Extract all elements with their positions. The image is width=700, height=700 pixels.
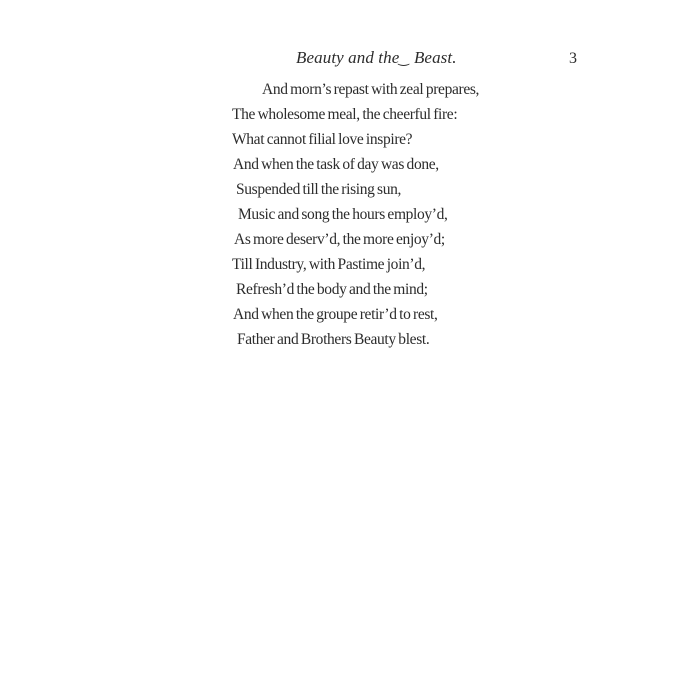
poem-line: Refresh’d the body and the mind;: [236, 281, 428, 298]
poem-line: Till Industry, with Pastime join’d,: [232, 256, 426, 273]
running-title-trailing: Beast.: [413, 48, 457, 67]
poem-line: As more deserv’d, the more enjoy’d;: [234, 231, 445, 248]
poem-line: Suspended till the rising sun,: [236, 181, 402, 198]
poem-line: Father and Brothers Beauty blest.: [237, 331, 430, 348]
running-title-leading: Beauty and the: [296, 48, 400, 67]
poem-line: And morn’s repast with zeal prepares,: [262, 81, 480, 98]
poem-line: And when the groupe retir’d to rest,: [233, 306, 438, 323]
swash-flourish-icon: ‿: [398, 52, 409, 67]
poem-line: What cannot filial love inspire?: [232, 131, 413, 148]
page-number: 3: [569, 50, 577, 67]
poem-stanza: [232, 77, 532, 352]
poem-line: And when the task of day was done,: [233, 156, 439, 173]
poem-line: The wholesome meal, the cheerful fire:: [232, 106, 458, 123]
running-title: [296, 48, 457, 70]
poem-line: Music and song the hours employ’d,: [238, 206, 448, 223]
